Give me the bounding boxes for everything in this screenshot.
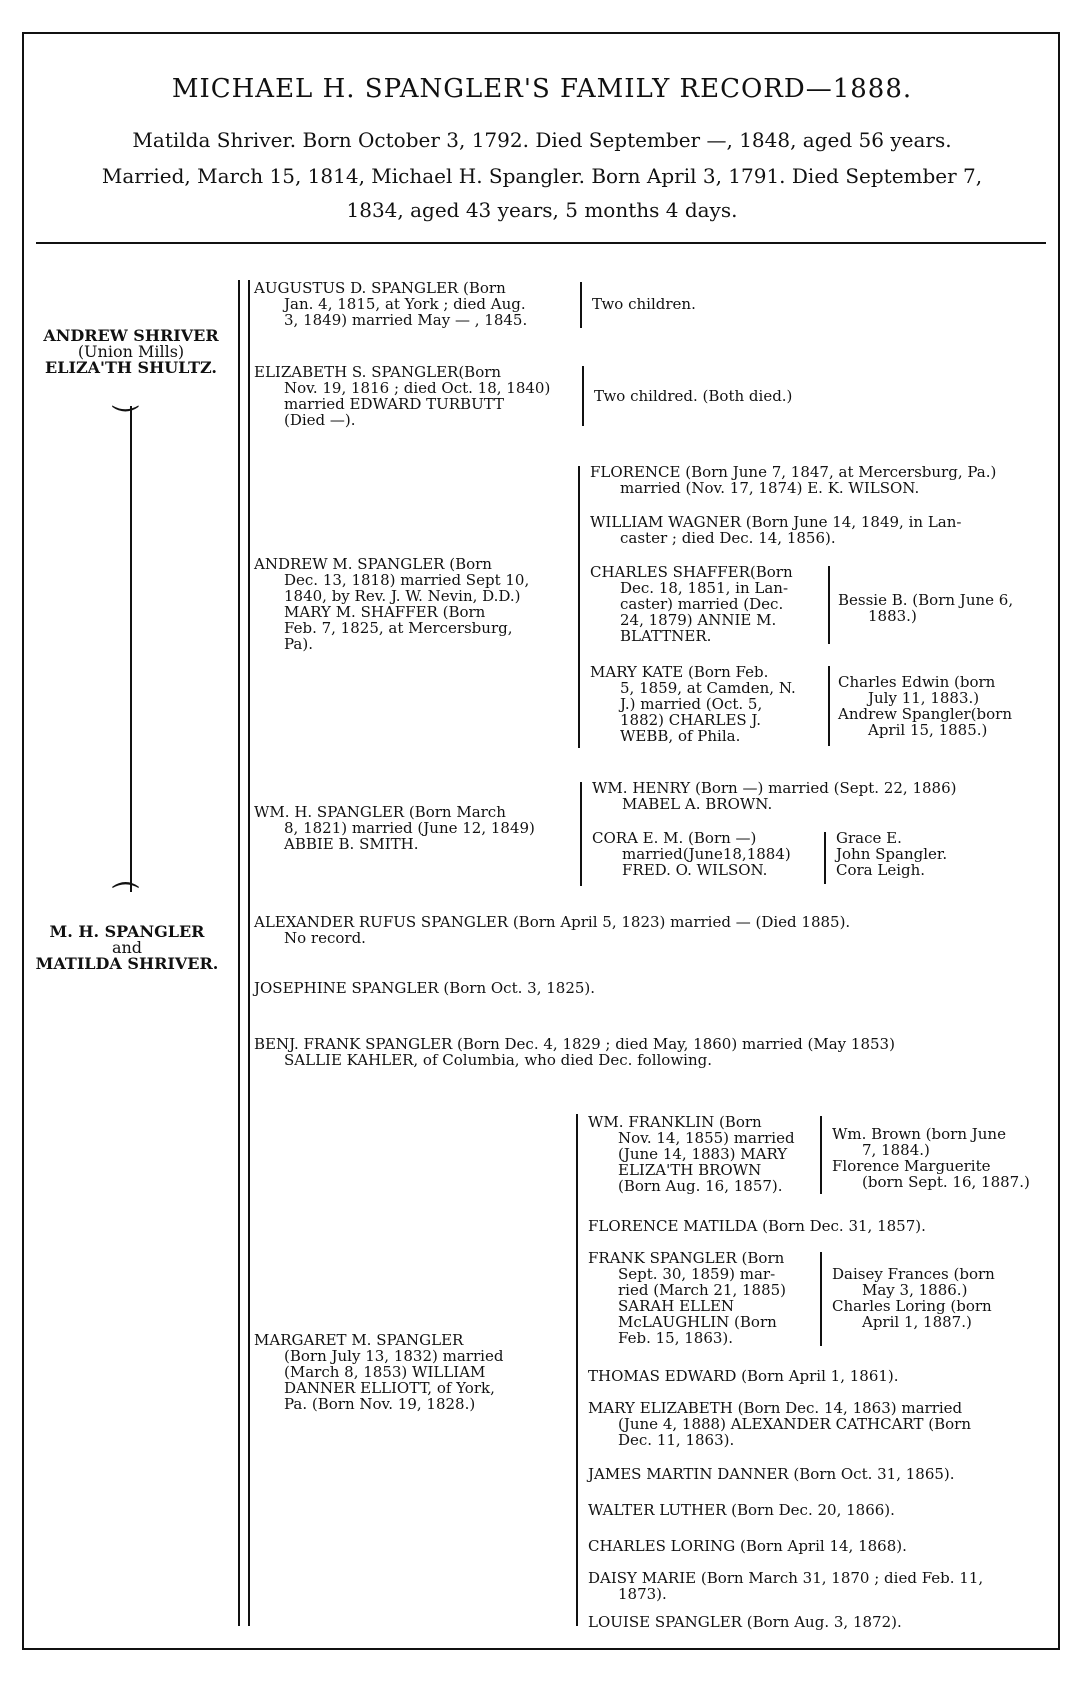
child-entry: ALEXANDER RUFUS SPANGLER (Born April 5, 1823) married — (Died 1885). No record. <box>254 913 851 947</box>
grandchild-entry: WALTER LUTHER (Born Dec. 20, 1866). <box>588 1501 895 1519</box>
great-grandchild-entry: Wm. Brown (born June 7, 1884.) Florence Marguerite (born Sept. 16, 1887.) <box>832 1125 1030 1191</box>
grandchild-entry: WM. HENRY (Born —) married (Sept. 22, 1886) MABEL A. BROWN. <box>592 779 957 813</box>
header-line: Married, March 15, 1814, Michael H. Spangler. Born April 3, 1791. Died September 7, <box>101 164 983 188</box>
grandchild-entry: FLORENCE (Born June 7, 1847, at Mercersburg, Pa.) married (Nov. 17, 1874) E. K. WILSON. <box>590 463 997 497</box>
bracket <box>824 832 826 884</box>
page-title: MICHAEL H. SPANGLER'S FAMILY RECORD—1888. <box>171 74 913 104</box>
bracket <box>820 1252 822 1346</box>
child-entry: JOSEPHINE SPANGLER (Born Oct. 3, 1825). <box>254 979 596 997</box>
child-entry: ELIZABETH S. SPANGLER(Born Nov. 19, 1816 ; died Oct. 18, 1840) married EDWARD TURBUTT (Died —). <box>254 363 551 429</box>
child-entry: MARGARET M. SPANGLER (Born July 13, 1832) married (March 8, 1853) WILLIAM DANNER ELLIOTT, of York, Pa. (Born Nov. 19, 1828.) <box>254 1331 504 1413</box>
grandchild-entry: LOUISE SPANGLER (Born Aug. 3, 1872). <box>588 1613 902 1631</box>
grandchild-entry: FRANK SPANGLER (Born Sept. 30, 1859) mar- ried (March 21, 1885) SARAH ELLEN McLAUGHLIN (Born Feb. 15, 1863). <box>588 1249 787 1347</box>
parents-bottom: M. H. SPANGLER and MATILDA SHRIVER. <box>35 922 219 973</box>
great-grandchild-entry: Charles Edwin (born July 11, 1883.) Andrew Spangler(born April 15, 1885.) <box>838 673 1012 739</box>
bracket <box>820 1116 822 1194</box>
grandchild-entry: MARY ELIZABETH (Born Dec. 14, 1863) married (June 4, 1888) ALEXANDER CATHCART (Born Dec. 11, 1863). <box>588 1399 972 1449</box>
grandchild-entry: Two childred. (Both died.) <box>594 387 793 405</box>
great-grandchild-entry: Bessie B. (Born June 6, 1883.) <box>838 591 1014 625</box>
bracket <box>578 466 580 748</box>
bracket <box>828 566 830 644</box>
grandchild-entry: MARY KATE (Born Feb. 5, 1859, at Camden, N. J.) married (Oct. 5, 1882) CHARLES J. WEBB, of Phila. <box>590 663 796 745</box>
child-entry: AUGUSTUS D. SPANGLER (Born Jan. 4, 1815, at York ; died Aug. 3, 1849) married May — , 1845. <box>254 279 528 329</box>
grandchild-entry: FLORENCE MATILDA (Born Dec. 31, 1857). <box>588 1217 926 1235</box>
grandchild-entry: CHARLES LORING (Born April 14, 1868). <box>588 1537 907 1555</box>
header-divider <box>36 242 1046 244</box>
child-entry: ANDREW M. SPANGLER (Born Dec. 13, 1818) married Sept 10, 1840, by Rev. J. W. Nevin, D.D.) MARY M. SHAFFER (Born Feb. 7, 1825, at Mercersburg, Pa). <box>254 555 530 653</box>
child-entry: BENJ. FRANK SPANGLER (Born Dec. 4, 1829 ; died May, 1860) married (May 1853) SALLIE KAHLER, of Columbia, who died Dec. following. <box>254 1035 895 1069</box>
header-line: 1834, aged 43 years, 5 months 4 days. <box>346 198 738 222</box>
grandchild-entry: JAMES MARTIN DANNER (Born Oct. 31, 1865). <box>588 1465 955 1483</box>
grandchild-entry: DAISY MARIE (Born March 31, 1870 ; died Feb. 11, 1873). <box>588 1569 984 1603</box>
bracket <box>828 666 830 746</box>
grandchild-entry: CORA E. M. (Born —) married(June18,1884) FRED. O. WILSON. <box>592 829 791 879</box>
grandchild-entry: Two children. <box>592 295 696 313</box>
parents-top: ANDREW SHRIVER (Union Mills) ELIZA'TH SHULTZ. <box>43 326 219 377</box>
great-grandchild-entry: Grace E. John Spangler. Cora Leigh. <box>836 829 948 879</box>
grandchild-entry: THOMAS EDWARD (Born April 1, 1861). <box>588 1367 899 1385</box>
children-bracket <box>238 280 240 1626</box>
bracket <box>580 782 582 886</box>
brace-bottom: ⏜ <box>112 881 139 914</box>
header-line: Matilda Shriver. Born October 3, 1792. Died September —, 1848, aged 56 years. <box>132 128 952 152</box>
brace-top: ⏝ <box>112 377 139 410</box>
grandchild-entry: WM. FRANKLIN (Born Nov. 14, 1855) married (June 14, 1883) MARY ELIZA'TH BROWN (Born Aug. 16, 1857). <box>588 1113 795 1195</box>
bracket <box>580 282 582 328</box>
children-bracket <box>248 280 250 1626</box>
child-entry: WM. H. SPANGLER (Born March 8, 1821) married (June 12, 1849) ABBIE B. SMITH. <box>254 803 535 853</box>
bracket <box>576 1114 578 1626</box>
great-grandchild-entry: Daisey Frances (born May 3, 1886.) Charles Loring (born April 1, 1887.) <box>832 1265 995 1331</box>
bracket <box>582 366 584 426</box>
grandchild-entry: CHARLES SHAFFER(Born Dec. 18, 1851, in Lan- caster) married (Dec. 24, 1879) ANNIE M. BLATTNER. <box>590 563 793 645</box>
grandchild-entry: WILLIAM WAGNER (Born June 14, 1849, in Lan- caster ; died Dec. 14, 1856). <box>590 513 962 547</box>
lineage-line <box>130 406 132 892</box>
